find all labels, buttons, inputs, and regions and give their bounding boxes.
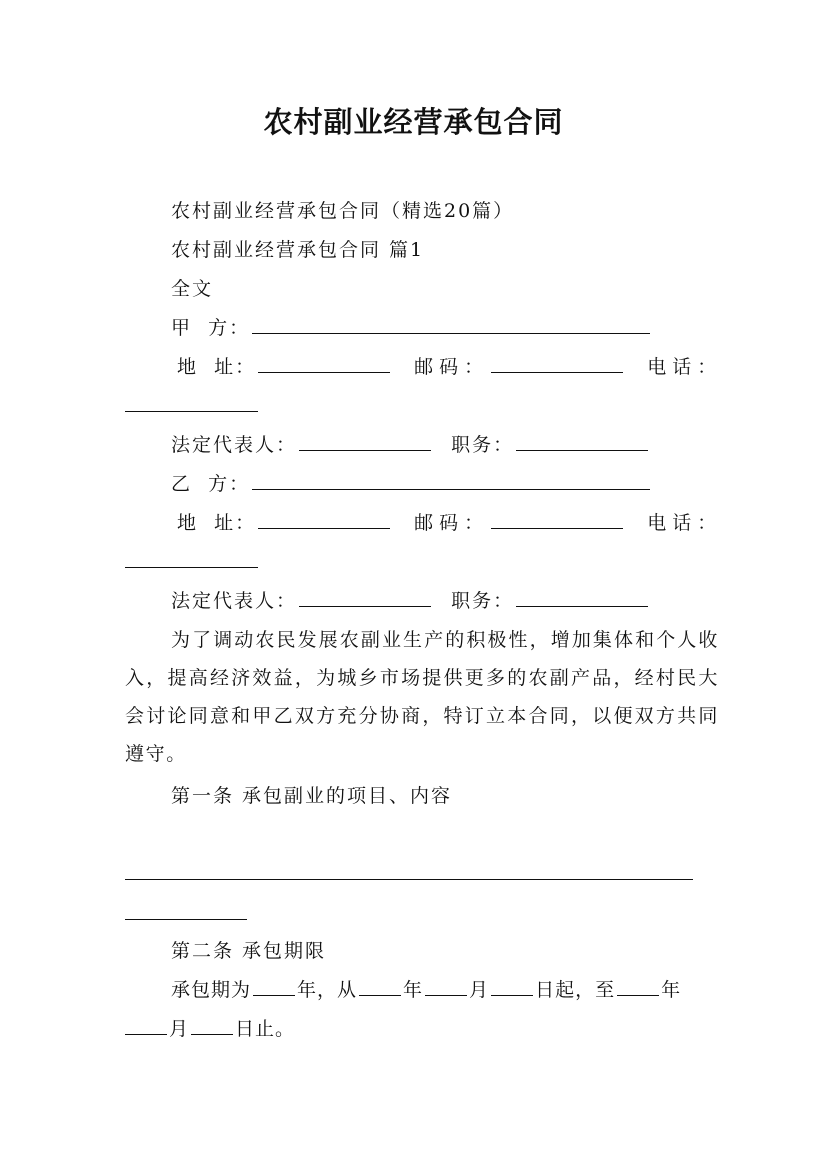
party-a-legal-rep-row xyxy=(171,426,751,464)
postcode-label: 邮码： xyxy=(414,512,490,534)
document-title: 农村副业经营承包合同 xyxy=(263,105,564,139)
legal-rep-label: 法定代表人： xyxy=(171,590,298,612)
postcode-blank xyxy=(491,506,623,529)
start-year-blank xyxy=(359,973,401,996)
party-b-row xyxy=(171,465,751,503)
term-text: 年，从 xyxy=(297,979,358,1001)
legal-rep-blank xyxy=(299,428,431,451)
start-month-blank xyxy=(425,973,467,996)
position-blank xyxy=(516,428,648,451)
clause2-heading: 第二条 承包期限 xyxy=(171,940,327,962)
position-label: 职务： xyxy=(451,434,515,456)
end-day-blank xyxy=(191,1012,233,1035)
phone-label: 电话： xyxy=(647,356,723,378)
clause1-blank-line xyxy=(125,878,693,880)
end-month-blank xyxy=(125,1012,167,1035)
term-text: 月 xyxy=(469,979,490,1001)
phone-label: 电话： xyxy=(647,512,723,534)
position-blank xyxy=(516,584,648,607)
full-text-label: 全文 xyxy=(171,278,214,300)
party-a-blank xyxy=(252,311,650,334)
term-row xyxy=(171,971,751,1009)
address-label: 地 址： xyxy=(177,356,257,378)
document-subtitle: 农村副业经营承包合同（精选20篇） xyxy=(171,200,515,222)
address-label: 地 址： xyxy=(177,512,257,534)
party-b-address-row xyxy=(177,504,757,542)
term-text: 月 xyxy=(169,1018,190,1040)
postcode-label: 邮码： xyxy=(414,356,490,378)
party-b-legal-rep-row xyxy=(171,582,751,620)
postcode-blank xyxy=(491,350,623,373)
term-years-blank xyxy=(253,973,295,996)
legal-rep-label: 法定代表人： xyxy=(171,434,298,456)
party-a-label: 甲 方： xyxy=(171,317,251,339)
party-b-label: 乙 方： xyxy=(171,473,251,495)
clause1-heading: 第一条 承包副业的项目、内容 xyxy=(171,785,453,807)
legal-rep-blank xyxy=(299,584,431,607)
term-text: 日起，至 xyxy=(535,979,616,1001)
party-a-row xyxy=(171,309,751,347)
position-label: 职务： xyxy=(451,590,515,612)
phone-blank xyxy=(125,410,258,412)
party-b-blank xyxy=(252,467,650,490)
start-day-blank xyxy=(491,973,533,996)
term-text: 日止。 xyxy=(235,1018,296,1040)
term-text: 年 xyxy=(403,979,424,1001)
term-text: 承包期为 xyxy=(171,979,252,1001)
term-row-end xyxy=(125,1010,705,1048)
address-blank xyxy=(258,350,390,373)
term-text: 年 xyxy=(661,979,682,1001)
phone-blank xyxy=(125,566,258,568)
preamble-paragraph: 为了调动农民发展农副业生产的积极性，增加集体和个人收入，提高经济效益，为城乡市场提供更多的农副产品，经村民大会讨论同意和甲乙双方充分协商，特订立本合同，以便双方共同遵守。 xyxy=(125,629,719,765)
end-year-blank xyxy=(617,973,659,996)
party-a-address-row xyxy=(177,348,757,386)
article-heading: 农村副业经营承包合同 篇1 xyxy=(171,239,425,261)
address-blank xyxy=(258,506,390,529)
clause1-blank-line-end xyxy=(125,918,247,920)
